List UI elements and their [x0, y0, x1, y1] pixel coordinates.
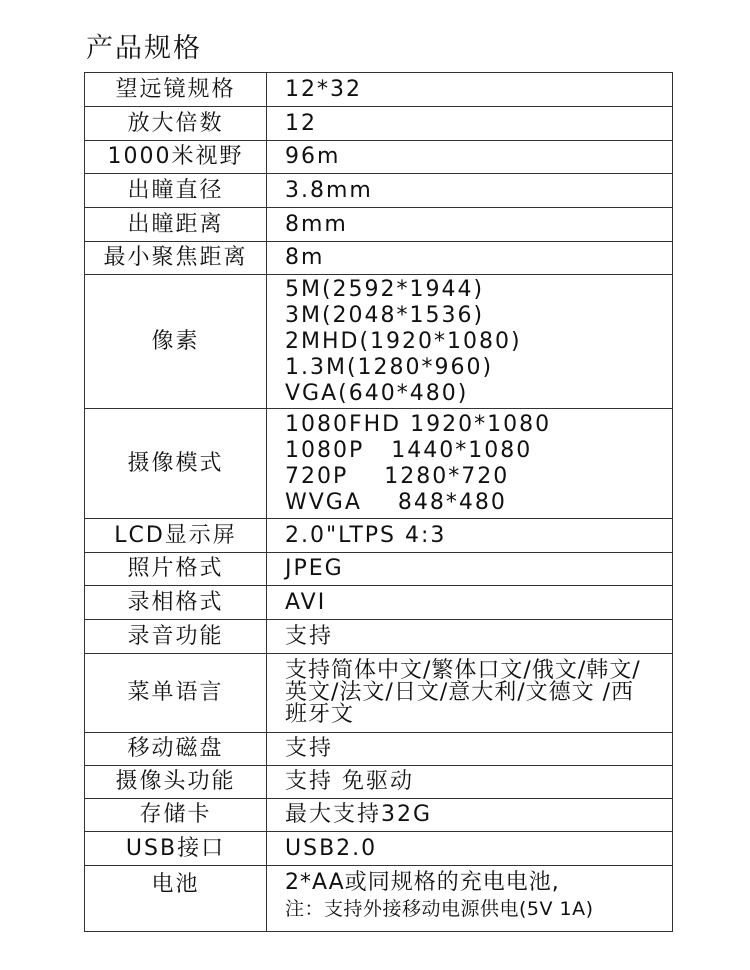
table-row [85, 107, 673, 141]
table-row [85, 275, 673, 409]
table-row [85, 208, 673, 242]
spec-value: 支持 [267, 733, 673, 766]
table-row [85, 654, 673, 733]
spec-label: 1000米视野 [85, 141, 267, 174]
spec-value: USB2.0 [267, 832, 673, 866]
spec-label: 出瞳直径 [85, 174, 267, 208]
table-row [85, 409, 673, 519]
spec-value [267, 654, 673, 733]
spec-value-line: 1080FHD 1920*1080 [285, 411, 552, 437]
spec-label: 望远镜规格 [85, 73, 267, 107]
page-title: 产品规格 [86, 33, 202, 64]
spec-value: 最大支持32G [267, 799, 673, 832]
table-row [85, 242, 673, 275]
spec-value: 支持 [267, 620, 673, 654]
spec-value-line: WVGA 848*480 [285, 489, 507, 515]
spec-label: 出瞳距离 [85, 208, 267, 242]
spec-label: 移动磁盘 [85, 733, 267, 766]
spec-label: 录相格式 [85, 586, 267, 620]
table-row [85, 73, 673, 107]
spec-value-line: VGA(640*480) [285, 380, 469, 406]
spec-value [267, 275, 673, 409]
spec-value-line: 1080P 1440*1080 [285, 437, 533, 463]
spec-value: 8mm [267, 208, 673, 242]
spec-value: 8m [267, 242, 673, 275]
table-row [85, 866, 673, 932]
table-row [85, 733, 673, 766]
spec-value-line: 英文/法文/日文/意大利/文德文 /西 [285, 680, 635, 705]
spec-label: 录音功能 [85, 620, 267, 654]
spec-value-line: 2MHD(1920*1080) [285, 328, 522, 354]
spec-value-line: 支持简体中文/繁体口文/俄文/韩文/ [285, 658, 641, 683]
spec-value: 96m [267, 141, 673, 174]
spec-value: 12 [267, 107, 673, 141]
table-row [85, 620, 673, 654]
spec-table [84, 72, 673, 932]
table-row [85, 519, 673, 553]
table-row [85, 586, 673, 620]
spec-value-line: 注：支持外接移动电源供电(5V 1A) [285, 898, 594, 920]
spec-value [267, 409, 673, 519]
table-row [85, 799, 673, 832]
spec-value: JPEG [267, 553, 673, 586]
spec-label: 最小聚焦距离 [85, 242, 267, 275]
spec-label: 菜单语言 [85, 654, 267, 733]
table-row [85, 832, 673, 866]
spec-value-line: 1.3M(1280*960) [285, 354, 494, 380]
spec-value-line: 3M(2048*1536) [285, 302, 485, 328]
spec-value: AVI [267, 586, 673, 620]
spec-label: 摄像头功能 [85, 766, 267, 799]
spec-value: 2.0"LTPS 4:3 [267, 519, 673, 553]
spec-value-line: 720P 1280*720 [285, 463, 510, 489]
table-row [85, 174, 673, 208]
spec-value-line: 5M(2592*1944) [285, 276, 485, 302]
spec-label: 电池 [85, 866, 267, 932]
spec-value: 支持 免驱动 [267, 766, 673, 799]
spec-label: LCD显示屏 [85, 519, 267, 553]
spec-value-line: 2*AA或同规格的充电电池, [285, 870, 560, 895]
spec-value: 3.8mm [267, 174, 673, 208]
table-row [85, 553, 673, 586]
spec-label: 照片格式 [85, 553, 267, 586]
table-row [85, 766, 673, 799]
spec-label: 存储卡 [85, 799, 267, 832]
table-row [85, 141, 673, 174]
spec-value-line: 班牙文 [285, 702, 355, 727]
spec-label: 放大倍数 [85, 107, 267, 141]
spec-label: USB接口 [85, 832, 267, 866]
spec-label: 像素 [85, 275, 267, 409]
spec-value: 12*32 [267, 73, 673, 107]
spec-value [267, 866, 673, 932]
spec-label: 摄像模式 [85, 409, 267, 519]
